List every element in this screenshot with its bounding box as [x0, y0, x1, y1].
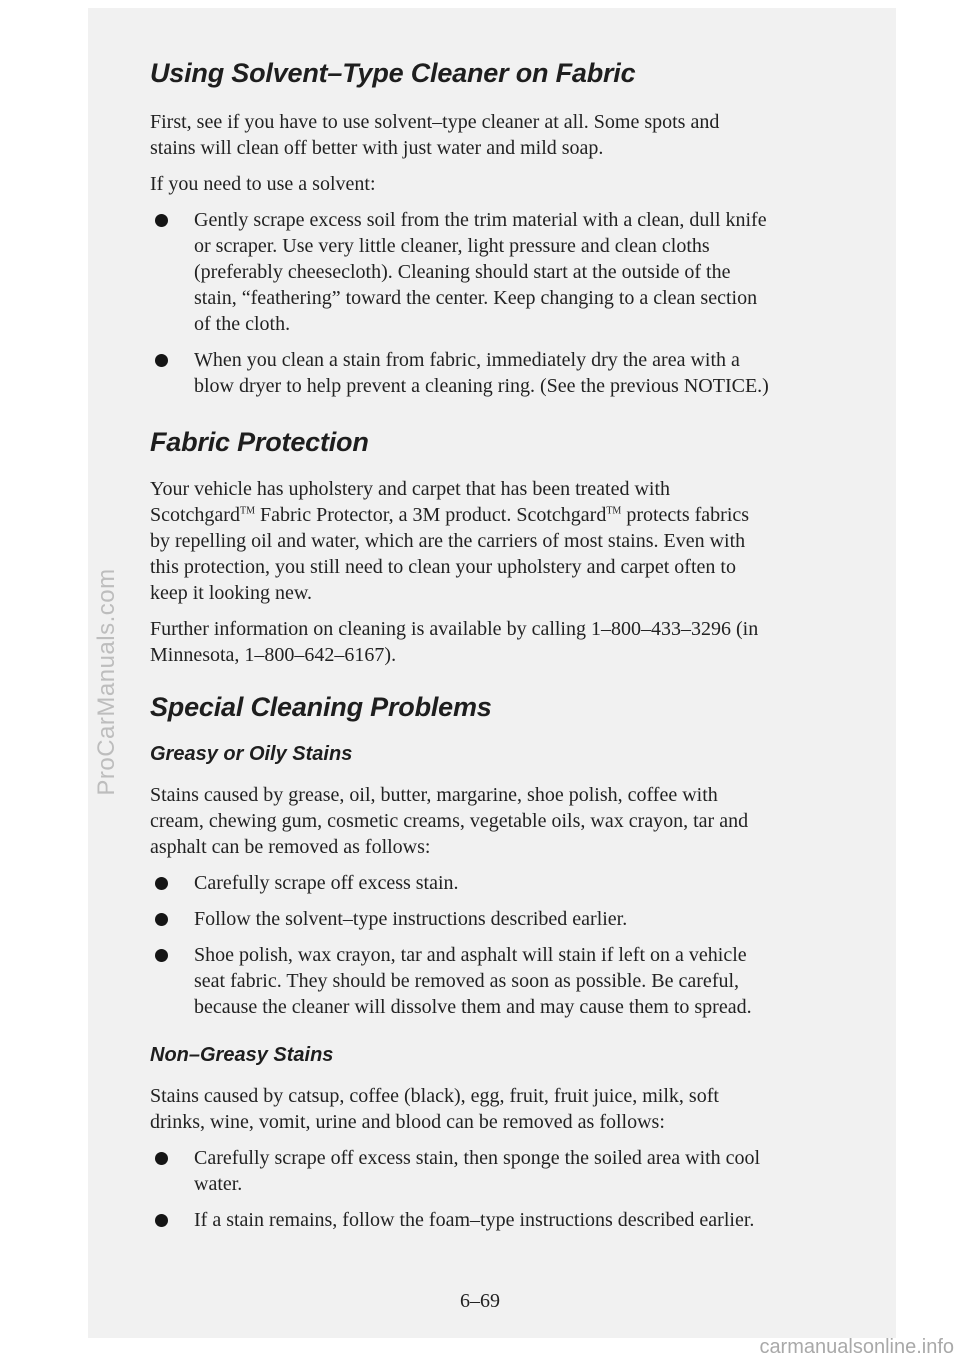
page-number: 6–69	[460, 1290, 500, 1312]
paragraph: Stains caused by catsup, coffee (black), egg, fruit, fruit juice, milk, soft drinks, wine, vomit, urine and blood can be removed as follows:	[150, 1085, 719, 1133]
watermark: ProCarManuals.com	[93, 568, 120, 796]
subsection-title-nongreasy: Non–Greasy Stains	[150, 1044, 334, 1066]
trademark-symbol: TM	[239, 505, 255, 517]
bullet-list	[150, 1145, 862, 1233]
section-title-protection: Fabric Protection	[150, 427, 369, 457]
trademark-symbol: TM	[606, 505, 622, 517]
bullet-list	[150, 870, 862, 1020]
bullet-icon	[155, 949, 168, 962]
paragraph: If you need to use a solvent:	[150, 173, 376, 195]
list-item: Follow the solvent–type instructions described earlier.	[150, 906, 862, 932]
paragraph: Further information on cleaning is available by calling 1–800–433–3296 (in Minnesota, 1–800–642–6167).	[150, 618, 759, 666]
footer-watermark: carmanualsonline.info	[759, 1336, 954, 1358]
text-line: stains will clean off better with just water and mild soap.	[150, 137, 604, 159]
paragraph: Your vehicle has upholstery and carpet that has been treated with Scotchgard™ Fabric Protector, a 3M product. Scotchgard™ protects fabrics by repelling oil and water, which are the carriers of most stains. Even with this protection, you still need to clean your upholstery and carpet often to keep it looking new.	[150, 478, 750, 604]
bullet-icon	[155, 354, 168, 367]
text-line: First, see if you have to use solvent–type cleaner at all. Some spots and	[150, 111, 720, 133]
list-item: When you clean a stain from fabric, immediately dry the area with a blow dryer to help prevent a cleaning ring. (See the previous NOTICE.)	[150, 347, 862, 399]
paragraph	[150, 109, 862, 161]
bullet-icon	[155, 214, 168, 227]
list-item: Shoe polish, wax crayon, tar and asphalt will stain if left on a vehicle seat fabric. They should be removed as soon as possible. Be careful, because the cleaner will dissolve them and may cause them to spread.	[150, 942, 862, 1020]
section-title-solvent: Using Solvent–Type Cleaner on Fabric	[150, 58, 636, 88]
list-item: If a stain remains, follow the foam–type instructions described earlier.	[150, 1207, 862, 1233]
list-item: Carefully scrape off excess stain.	[150, 870, 862, 896]
section-title-special: Special Cleaning Problems	[150, 692, 492, 722]
bullet-icon	[155, 1214, 168, 1227]
bullet-icon	[155, 913, 168, 926]
page-content	[150, 58, 862, 1233]
paragraph: Stains caused by grease, oil, butter, margarine, shoe polish, coffee with cream, chewing gum, cosmetic creams, vegetable oils, wax crayon, tar and asphalt can be removed as follows:	[150, 784, 749, 858]
list-item: Gently scrape excess soil from the trim material with a clean, dull knife or scraper. Use very little cleaner, light pressure and clean cloths (preferably cheesecloth). Cleaning should start at the outside of the stain, “feathering” toward the center. Keep changing to a clean section of the cloth.	[150, 207, 862, 337]
subsection-title-greasy: Greasy or Oily Stains	[150, 743, 353, 765]
bullet-list	[150, 207, 862, 399]
list-item: Carefully scrape off excess stain, then sponge the soiled area with cool water.	[150, 1145, 862, 1197]
bullet-icon	[155, 877, 168, 890]
bullet-icon	[155, 1152, 168, 1165]
